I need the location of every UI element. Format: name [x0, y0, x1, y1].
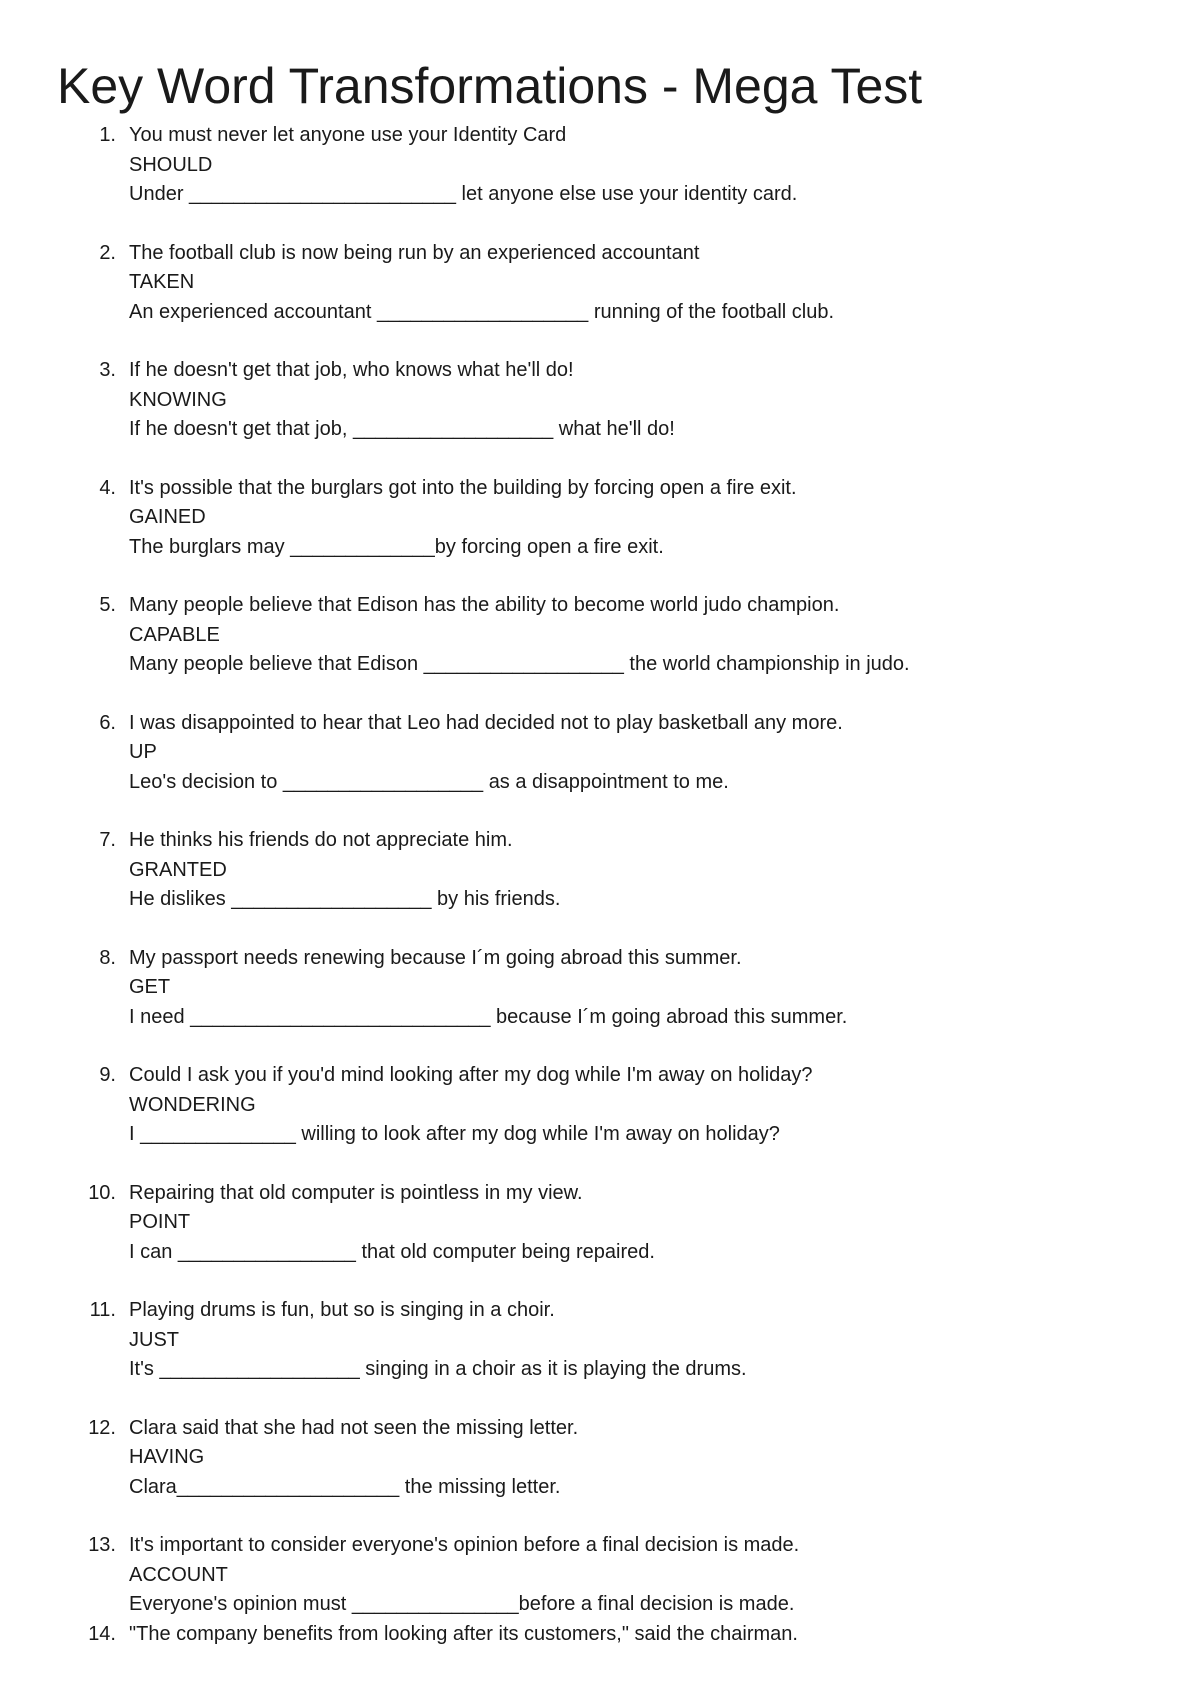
question-number: 4.	[99, 476, 116, 499]
question-item	[0, 474, 1200, 563]
question-item	[0, 826, 1200, 915]
page-title: Key Word Transformations - Mega Test	[57, 58, 923, 114]
question-sentence-line	[0, 1061, 1200, 1091]
question-item	[0, 1061, 1200, 1150]
question-number: 5.	[99, 594, 116, 616]
question-prompt: The burglars may _____________by forcing open a fire exit.	[129, 535, 664, 558]
question-item	[0, 1414, 1200, 1503]
question-item	[0, 591, 1200, 680]
question-item	[0, 1620, 1200, 1650]
question-sentence: My passport needs renewing because I´m going abroad this summer.	[129, 946, 742, 969]
question-keyword: GET	[129, 976, 171, 998]
question-item	[0, 1296, 1200, 1385]
question-sentence: If he doesn't get that job, who knows what he'll do!	[129, 359, 574, 381]
question-sentence: Playing drums is fun, but so is singing in a choir.	[129, 1299, 555, 1321]
question-item	[0, 1531, 1200, 1620]
question-keyword: CAPABLE	[129, 623, 220, 646]
question-number: 1.	[99, 124, 116, 146]
question-number: 9.	[99, 1064, 116, 1086]
question-sentence-line	[0, 1531, 1200, 1561]
question-keyword: POINT	[129, 1211, 191, 1233]
question-keyword: TAKEN	[129, 271, 195, 293]
question-number: 11.	[89, 1299, 116, 1321]
question-prompt: I need ___________________________ because I´m going abroad this summer.	[129, 1005, 848, 1028]
question-prompt: Many people believe that Edison __________________ the world championship in judo.	[129, 653, 910, 675]
question-number: 2.	[99, 241, 116, 264]
question-keyword: GRANTED	[129, 858, 227, 881]
question-number: 13.	[88, 1534, 116, 1556]
question-keyword: ACCOUNT	[129, 1563, 228, 1586]
question-prompt: It's __________________ singing in a choir as it is playing the drums.	[129, 1358, 747, 1380]
question-prompt: He dislikes __________________ by his friends.	[129, 888, 561, 910]
question-item	[0, 239, 1200, 328]
question-keyword: GAINED	[129, 506, 206, 528]
question-item	[0, 1179, 1200, 1268]
question-sentence-line	[0, 1296, 1200, 1326]
question-prompt: I ______________ willing to look after my dog while I'm away on holiday?	[129, 1123, 780, 1145]
question-keyword: KNOWING	[129, 388, 227, 411]
question-prompt: Under ________________________ let anyone else use your identity card.	[129, 183, 798, 205]
question-number: 14.	[88, 1622, 116, 1645]
question-prompt: Clara____________________ the missing letter.	[129, 1475, 561, 1498]
question-prompt: I can ________________ that old computer being repaired.	[129, 1240, 655, 1263]
question-number: 12.	[88, 1416, 116, 1439]
question-sentence: "The company benefits from looking after its customers," said the chairman.	[129, 1622, 798, 1645]
question-sentence-line	[0, 121, 1200, 151]
question-item	[0, 709, 1200, 798]
question-keyword: WONDERING	[129, 1093, 256, 1116]
question-prompt: Everyone's opinion must _______________before a final decision is made.	[129, 1593, 795, 1615]
question-number: 8.	[99, 946, 116, 969]
question-keyword: JUST	[129, 1328, 179, 1351]
question-sentence: It's possible that the burglars got into the building by forcing open a fire exit.	[129, 476, 797, 499]
question-keyword: HAVING	[129, 1446, 205, 1468]
question-sentence: Clara said that she had not seen the missing letter.	[129, 1416, 579, 1439]
question-sentence-line	[0, 356, 1200, 386]
question-sentence: Could I ask you if you'd mind looking after my dog while I'm away on holiday?	[129, 1064, 813, 1086]
question-sentence-line	[0, 591, 1200, 621]
question-keyword: SHOULD	[129, 153, 213, 176]
question-sentence: You must never let anyone use your Identity Card	[129, 124, 567, 146]
question-sentence-line	[0, 944, 1200, 974]
question-number: 7.	[99, 829, 116, 851]
question-sentence-line	[0, 1620, 1200, 1650]
question-sentence-line	[0, 1179, 1200, 1209]
question-list	[0, 121, 1200, 1649]
question-item	[0, 356, 1200, 445]
question-sentence-line	[0, 239, 1200, 269]
question-sentence: Repairing that old computer is pointless in my view.	[129, 1181, 583, 1204]
question-sentence-line	[0, 1414, 1200, 1444]
question-prompt: An experienced accountant ___________________ running of the football club.	[129, 300, 835, 323]
question-prompt: Leo's decision to __________________ as a disappointment to me.	[129, 770, 729, 793]
question-item	[0, 944, 1200, 1033]
question-sentence-line	[0, 474, 1200, 504]
question-keyword: UP	[129, 741, 157, 763]
question-number: 3.	[99, 359, 116, 381]
question-number: 10.	[88, 1181, 116, 1204]
question-sentence: The football club is now being run by an experienced accountant	[129, 241, 700, 264]
question-prompt: If he doesn't get that job, __________________ what he'll do!	[129, 418, 675, 440]
question-sentence: Many people believe that Edison has the ability to become world judo champion.	[129, 594, 840, 616]
question-sentence: He thinks his friends do not appreciate him.	[129, 829, 513, 851]
question-sentence: It's important to consider everyone's opinion before a final decision is made.	[129, 1534, 800, 1556]
question-sentence-line	[0, 826, 1200, 856]
question-sentence-line	[0, 709, 1200, 739]
question-sentence: I was disappointed to hear that Leo had decided not to play basketball any more.	[129, 711, 843, 734]
question-number: 6.	[99, 711, 116, 734]
question-item	[0, 121, 1200, 210]
